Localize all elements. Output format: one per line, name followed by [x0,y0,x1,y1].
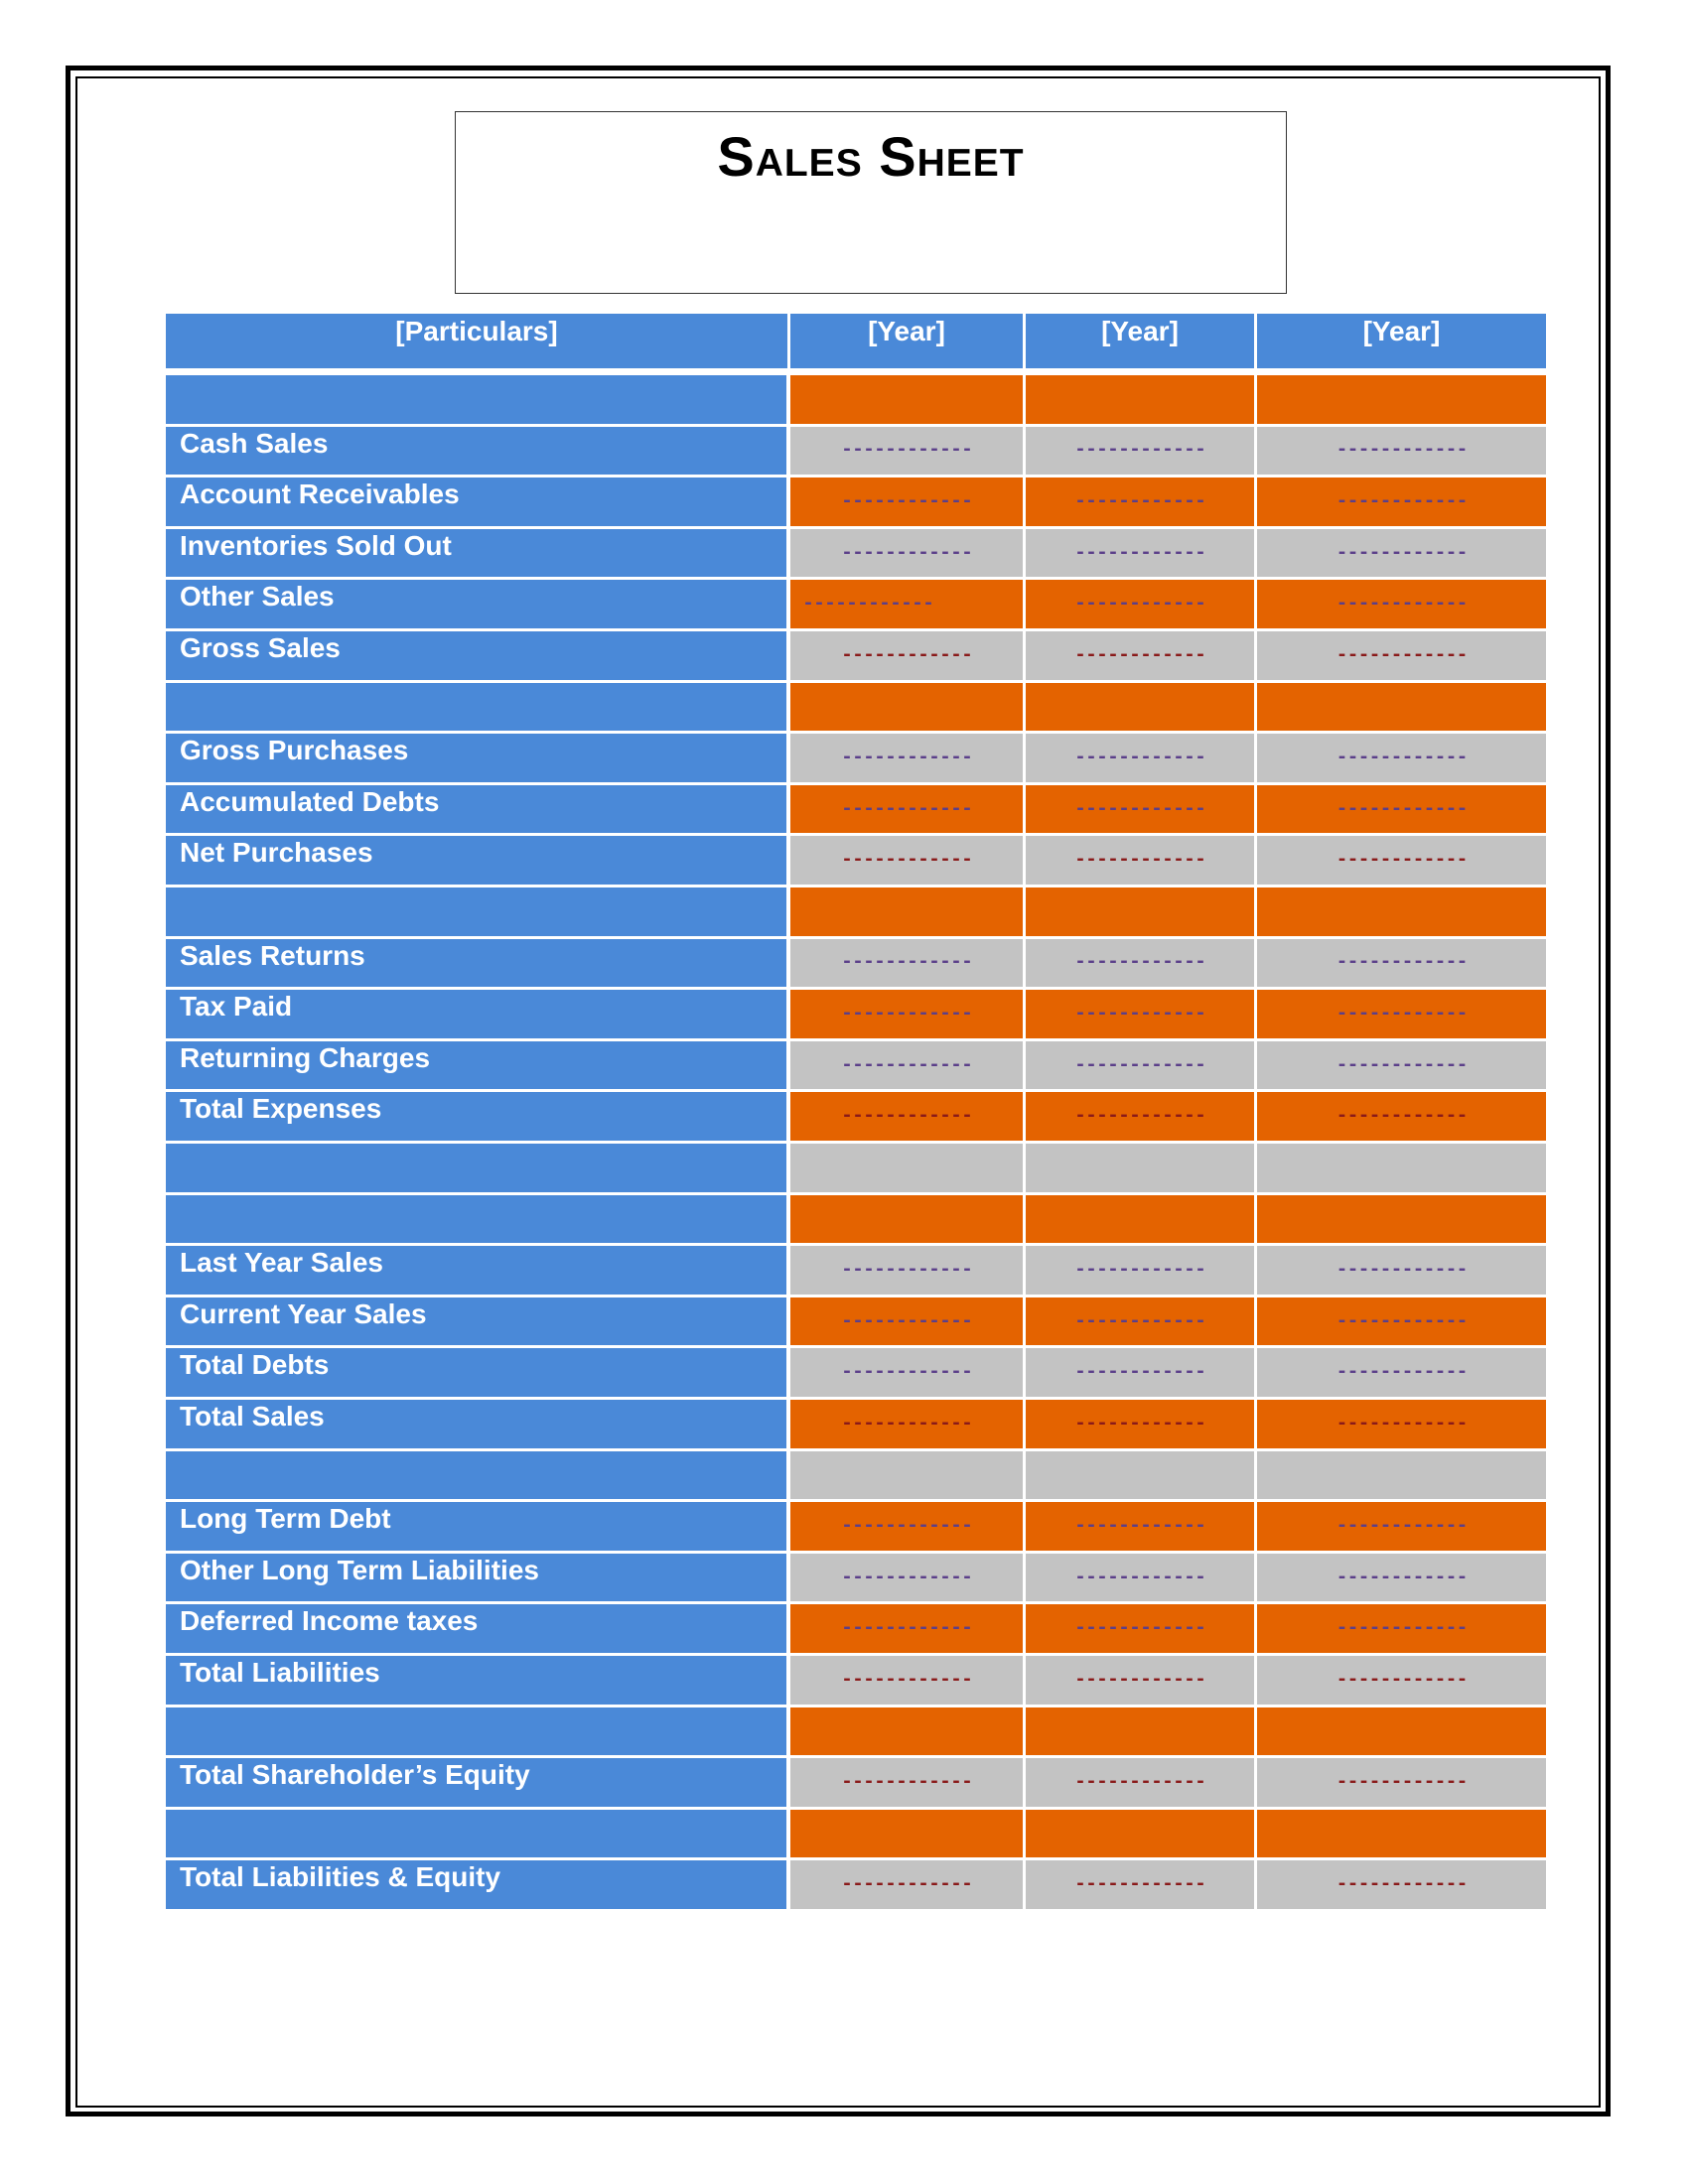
row-value-year-1[interactable] [790,375,1023,424]
row-value-year-3[interactable] [1257,1195,1546,1244]
row-label: Account Receivables [166,478,786,526]
row-value-year-1[interactable] [790,1451,1023,1500]
row-label: Accumulated Debts [166,785,786,834]
row-value-year-2[interactable]: ------------ [1026,1297,1254,1346]
row-value-year-2[interactable]: ------------ [1026,1502,1254,1551]
row-value-year-2[interactable]: ------------ [1026,939,1254,988]
row-value-year-3[interactable]: ------------ [1257,1502,1546,1551]
row-value-year-1[interactable]: ------------ [790,427,1023,476]
row-value-year-1[interactable]: ------------ [790,1860,1023,1909]
row-value-year-1[interactable]: ------------ [790,1246,1023,1295]
row-value-year-3[interactable]: ------------ [1257,734,1546,782]
row-value-year-3[interactable]: ------------ [1257,1860,1546,1909]
row-value-year-2[interactable] [1026,1195,1254,1244]
row-label [166,1707,786,1756]
row-value-year-1[interactable]: ------------ [790,580,1023,628]
row-label: Gross Sales [166,631,786,680]
row-label: Current Year Sales [166,1297,786,1346]
row-value-year-2[interactable]: ------------ [1026,734,1254,782]
row-value-year-1[interactable]: ------------ [790,836,1023,885]
row-value-year-3[interactable] [1257,887,1546,936]
row-value-year-2[interactable] [1026,375,1254,424]
row-value-year-2[interactable]: ------------ [1026,580,1254,628]
row-label: Net Purchases [166,836,786,885]
column-header-year-1: [Year] [790,314,1023,368]
row-label: Returning Charges [166,1041,786,1090]
row-value-year-2[interactable] [1026,1707,1254,1756]
row-label: Total Liabilities [166,1656,786,1705]
row-value-year-3[interactable]: ------------ [1257,1041,1546,1090]
row-label: Long Term Debt [166,1502,786,1551]
row-value-year-3[interactable] [1257,683,1546,732]
row-label [166,683,786,732]
row-label: Other Sales [166,580,786,628]
row-value-year-2[interactable]: ------------ [1026,1554,1254,1602]
row-label [166,1144,786,1192]
title-box [455,111,1287,294]
row-value-year-2[interactable] [1026,1810,1254,1858]
row-value-year-1[interactable]: ------------ [790,1041,1023,1090]
row-value-year-2[interactable] [1026,1451,1254,1500]
row-value-year-3[interactable]: ------------ [1257,529,1546,578]
row-value-year-2[interactable]: ------------ [1026,1604,1254,1653]
row-label: Sales Returns [166,939,786,988]
row-label: Last Year Sales [166,1246,786,1295]
row-value-year-2[interactable]: ------------ [1026,785,1254,834]
row-value-year-2[interactable]: ------------ [1026,427,1254,476]
row-value-year-1[interactable] [790,1144,1023,1192]
row-label [166,1810,786,1858]
row-value-year-3[interactable]: ------------ [1257,631,1546,680]
row-value-year-1[interactable]: ------------ [790,478,1023,526]
column-header-year-3: [Year] [1257,314,1546,368]
row-value-year-3[interactable]: ------------ [1257,427,1546,476]
row-value-year-2[interactable]: ------------ [1026,478,1254,526]
row-value-year-3[interactable] [1257,1707,1546,1756]
row-label: Cash Sales [166,427,786,476]
row-value-year-1[interactable]: ------------ [790,1297,1023,1346]
row-value-year-3[interactable]: ------------ [1257,1348,1546,1397]
row-label [166,1451,786,1500]
row-label [166,887,786,936]
row-value-year-3[interactable]: ------------ [1257,1656,1546,1705]
row-label: Deferred Income taxes [166,1604,786,1653]
row-value-year-1[interactable]: ------------ [790,785,1023,834]
row-value-year-2[interactable] [1026,887,1254,936]
row-value-year-3[interactable] [1257,1144,1546,1192]
row-value-year-1[interactable]: ------------ [790,990,1023,1038]
row-value-year-1[interactable]: ------------ [790,1400,1023,1448]
row-value-year-2[interactable]: ------------ [1026,836,1254,885]
row-value-year-3[interactable] [1257,1810,1546,1858]
row-label: Total Sales [166,1400,786,1448]
row-label: Total Liabilities & Equity [166,1860,786,1909]
row-value-year-3[interactable]: ------------ [1257,1758,1546,1807]
row-value-year-1[interactable]: ------------ [790,1502,1023,1551]
row-value-year-1[interactable]: ------------ [790,1656,1023,1705]
row-value-year-3[interactable]: ------------ [1257,836,1546,885]
row-value-year-3[interactable]: ------------ [1257,990,1546,1038]
row-value-year-2[interactable] [1026,1144,1254,1192]
row-label [166,375,786,424]
row-label: Inventories Sold Out [166,529,786,578]
row-label: Gross Purchases [166,734,786,782]
row-value-year-3[interactable]: ------------ [1257,1297,1546,1346]
column-header-particulars: [Particulars] [166,314,787,368]
row-label: Tax Paid [166,990,786,1038]
row-value-year-1[interactable]: ------------ [790,529,1023,578]
row-value-year-3[interactable]: ------------ [1257,478,1546,526]
row-value-year-2[interactable]: ------------ [1026,1860,1254,1909]
row-value-year-3[interactable]: ------------ [1257,1604,1546,1653]
row-value-year-3[interactable]: ------------ [1257,1554,1546,1602]
row-value-year-1[interactable]: ------------ [790,1092,1023,1141]
row-value-year-2[interactable]: ------------ [1026,631,1254,680]
row-value-year-2[interactable]: ------------ [1026,529,1254,578]
row-value-year-1[interactable]: ------------ [790,1348,1023,1397]
row-value-year-3[interactable] [1257,1451,1546,1500]
row-value-year-2[interactable]: ------------ [1026,1041,1254,1090]
row-value-year-2[interactable]: ------------ [1026,1246,1254,1295]
row-value-year-3[interactable]: ------------ [1257,939,1546,988]
row-label: Other Long Term Liabilities [166,1554,786,1602]
row-value-year-1[interactable] [790,1195,1023,1244]
row-value-year-3[interactable]: ------------ [1257,1092,1546,1141]
row-value-year-2[interactable]: ------------ [1026,1092,1254,1141]
row-label [166,1195,786,1244]
row-value-year-2[interactable]: ------------ [1026,1400,1254,1448]
row-value-year-1[interactable] [790,1810,1023,1858]
row-value-year-1[interactable] [790,683,1023,732]
row-value-year-2[interactable]: ------------ [1026,990,1254,1038]
row-value-year-2[interactable]: ------------ [1026,1348,1254,1397]
row-label: Total Expenses [166,1092,786,1141]
column-header-year-2: [Year] [1026,314,1254,368]
row-value-year-2[interactable]: ------------ [1026,1758,1254,1807]
row-value-year-1[interactable]: ------------ [790,1604,1023,1653]
page-title: Sales Sheet [717,125,1025,188]
row-value-year-3[interactable]: ------------ [1257,580,1546,628]
row-value-year-2[interactable]: ------------ [1026,1656,1254,1705]
row-value-year-3[interactable]: ------------ [1257,785,1546,834]
row-label: Total Shareholder’s Equity [166,1758,786,1807]
row-value-year-1[interactable]: ------------ [790,939,1023,988]
row-value-year-1[interactable]: ------------ [790,631,1023,680]
row-value-year-1[interactable]: ------------ [790,734,1023,782]
row-value-year-3[interactable]: ------------ [1257,1246,1546,1295]
row-value-year-1[interactable]: ------------ [790,1554,1023,1602]
row-value-year-3[interactable] [1257,375,1546,424]
row-value-year-1[interactable] [790,887,1023,936]
row-value-year-3[interactable]: ------------ [1257,1400,1546,1448]
row-label: Total Debts [166,1348,786,1397]
row-value-year-2[interactable] [1026,683,1254,732]
row-value-year-1[interactable]: ------------ [790,1758,1023,1807]
row-value-year-1[interactable] [790,1707,1023,1756]
